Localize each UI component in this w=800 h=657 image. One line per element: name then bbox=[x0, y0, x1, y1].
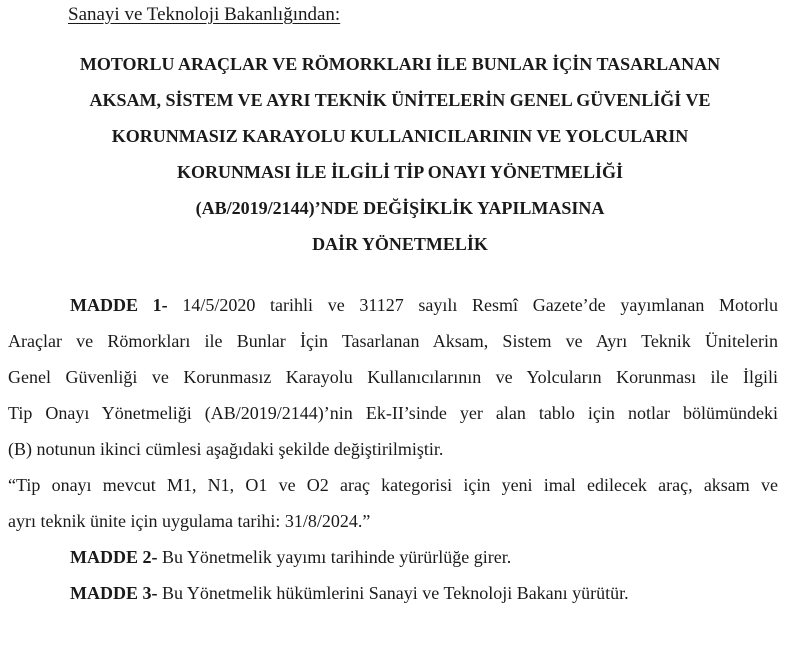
quote-line: ayrı teknik ünite için uygulama tarihi: 31/8/2024.” bbox=[8, 511, 371, 531]
article-3-line bbox=[8, 575, 778, 611]
title-line: KORUNMASI İLE İLGİLİ TİP ONAYI YÖNETMELİĞİ bbox=[177, 162, 623, 182]
article-1-line: Genel Güvenliği ve Korunmasız Karayolu Kullanıcılarının ve Yolcuların Korunması ile İlgili bbox=[8, 367, 778, 387]
article-1 bbox=[8, 287, 778, 467]
article-2-line bbox=[8, 539, 778, 575]
amendment-quote bbox=[8, 467, 778, 539]
article-1-line: (B) notunun ikinci cümlesi aşağıdaki şekilde değiştirilmiştir. bbox=[8, 439, 444, 459]
article-1-text: 14/5/2020 tarihli ve 31127 sayılı Resmî Gazete’de yayımlanan Motorlu bbox=[182, 295, 778, 315]
article-1-line: Tip Onayı Yönetmeliği (AB/2019/2144)’nin Ek-II’sinde yer alan tablo için notlar bölümündeki bbox=[8, 403, 778, 423]
article-2-label: MADDE 2- bbox=[70, 547, 158, 567]
title-line: MOTORLU ARAÇLAR VE RÖMORKLARI İLE BUNLAR İÇİN TASARLANAN bbox=[79, 54, 721, 74]
article-1-line: Araçlar ve Römorkları ile Bunlar İçin Tasarlanan Aksam, Sistem ve Ayrı Teknik Ünitelerin bbox=[8, 331, 778, 351]
article-3-text: Bu Yönetmelik hükümlerini Sanayi ve Teknoloji Bakanı yürütür. bbox=[162, 583, 629, 603]
title-line: AKSAM, SİSTEM VE AYRI TEKNİK ÜNİTELERİN GENEL GÜVENLİĞİ VE bbox=[89, 90, 711, 110]
article-1-line bbox=[8, 287, 778, 323]
title-line: DAİR YÖNETMELİK bbox=[312, 234, 488, 254]
article-3-label: MADDE 3- bbox=[70, 583, 158, 603]
quote-line: “Tip onayı mevcut M1, N1, O1 ve O2 araç kategorisi için yeni imal edilecek araç, aksam ve bbox=[8, 475, 778, 495]
article-1-label: MADDE 1- bbox=[70, 295, 168, 315]
title-line: KORUNMASIZ KARAYOLU KULLANICILARININ VE YOLCULARIN bbox=[111, 126, 689, 146]
regulation-body bbox=[8, 287, 778, 611]
article-2-text: Bu Yönetmelik yayımı tarihinde yürürlüğe girer. bbox=[162, 547, 512, 567]
title-line: (AB/2019/2144)’NDE DEĞİŞİKLİK YAPILMASINA bbox=[195, 198, 605, 218]
article-2 bbox=[8, 539, 778, 575]
article-3 bbox=[8, 575, 778, 611]
regulation-title bbox=[0, 46, 800, 262]
ministry-heading: Sanayi ve Teknoloji Bakanlığından: bbox=[68, 4, 341, 25]
